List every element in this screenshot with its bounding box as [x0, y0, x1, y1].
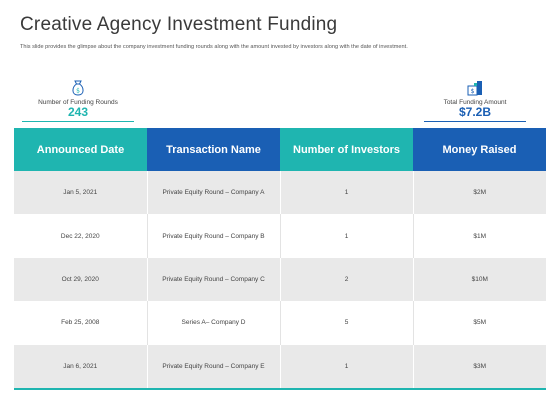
cell-investors: 1: [280, 345, 413, 388]
stat-value: 243: [67, 105, 89, 119]
svg-text:$: $: [76, 87, 80, 95]
cell-date: Feb 25, 2008: [14, 301, 147, 344]
stat-value: $7.2B: [458, 105, 492, 119]
table-row: [14, 214, 546, 257]
stat-label: Total Funding Amount: [443, 99, 507, 106]
cell-date: Dec 22, 2020: [14, 214, 147, 257]
cell-transaction: Private Equity Round – Company A: [147, 171, 280, 214]
cell-money: $5M: [413, 301, 546, 344]
cell-money: $3M: [413, 345, 546, 388]
cell-investors: 1: [280, 214, 413, 257]
stat-total-funding: [424, 78, 526, 122]
cell-money: $2M: [413, 171, 546, 214]
stat-funding-rounds: [22, 78, 134, 122]
page-subtitle: This slide provides the glimpse about the company investment funding rounds along with the amount invested by investors along with the date of investment.: [20, 44, 408, 50]
cell-money: $10M: [413, 258, 546, 301]
cell-date: Oct 29, 2020: [14, 258, 147, 301]
stat-label: Number of Funding Rounds: [38, 99, 118, 106]
header-transaction-name: Transaction Name: [147, 128, 280, 171]
header-money-raised: Money Raised: [413, 128, 546, 171]
header-number-of-investors: Number of Investors: [280, 128, 413, 171]
table-row: [14, 345, 546, 388]
cell-transaction: Series A– Company D: [147, 301, 280, 344]
funding-table: [14, 128, 546, 388]
table-bottom-border: [14, 388, 546, 390]
table-header-row: [14, 128, 546, 171]
money-bag-icon: [68, 78, 88, 98]
cell-money: $1M: [413, 214, 546, 257]
table-row: [14, 301, 546, 344]
svg-text:$: $: [470, 88, 475, 95]
table-row: [14, 258, 546, 301]
cell-investors: 5: [280, 301, 413, 344]
table-row: [14, 171, 546, 214]
cell-investors: 1: [280, 171, 413, 214]
cell-date: Jan 6, 2021: [14, 345, 147, 388]
cell-investors: 2: [280, 258, 413, 301]
cell-transaction: Private Equity Round – Company B: [147, 214, 280, 257]
cell-transaction: Private Equity Round – Company C: [147, 258, 280, 301]
stat-underline: [22, 121, 134, 122]
cell-date: Jan 5, 2021: [14, 171, 147, 214]
stat-underline: [424, 121, 526, 122]
page-title: Creative Agency Investment Funding: [20, 14, 338, 35]
money-stack-icon: [465, 78, 485, 98]
header-announced-date: Announced Date: [14, 128, 147, 171]
cell-transaction: Private Equity Round – Company E: [147, 345, 280, 388]
